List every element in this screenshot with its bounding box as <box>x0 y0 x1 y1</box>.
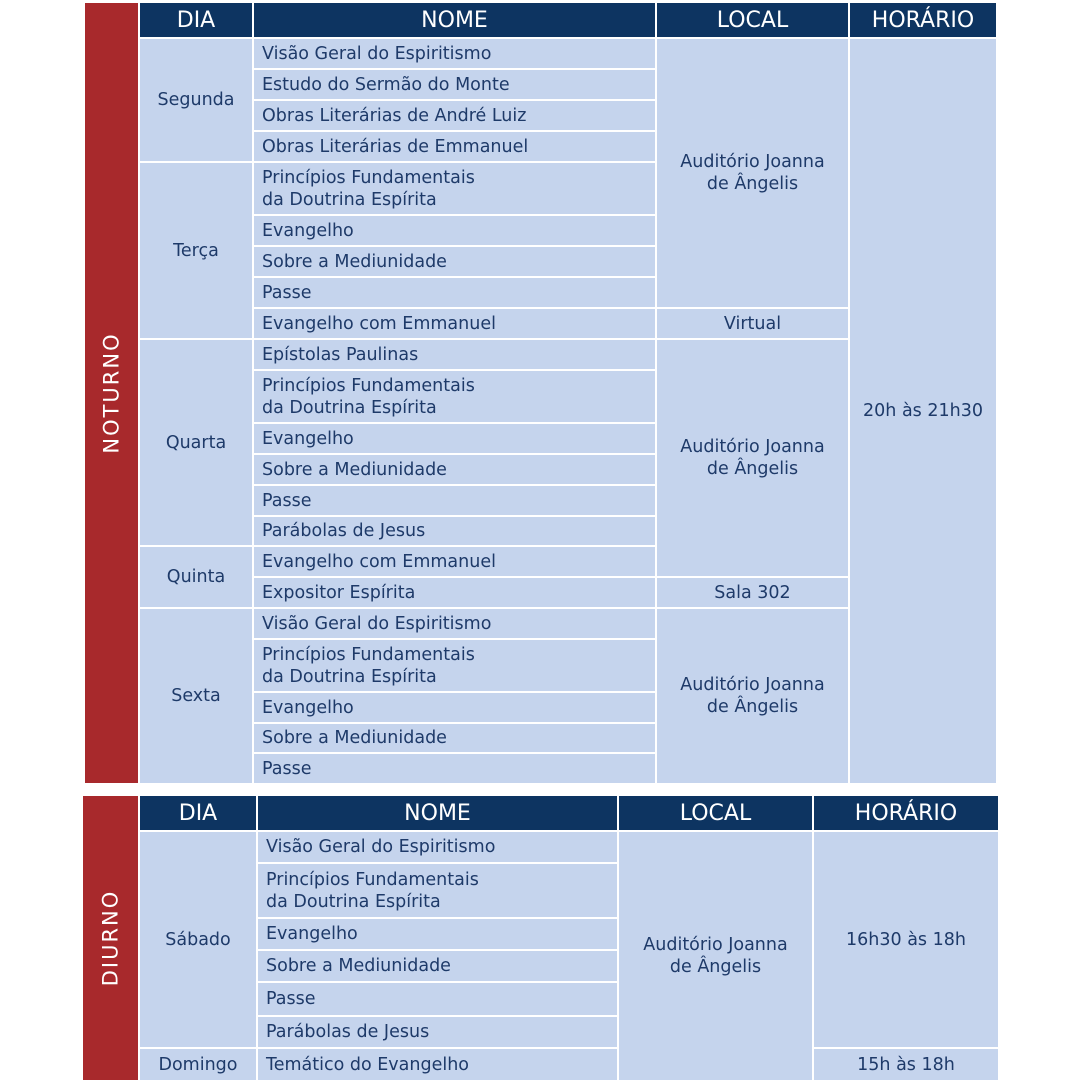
course-cell: Visão Geral do Espiritismo <box>258 832 617 862</box>
course-cell: Sobre a Mediunidade <box>254 247 655 276</box>
course-cell: Evangelho <box>254 693 655 722</box>
diurno-schedule-table <box>83 796 998 1080</box>
diurno-label: DIURNO <box>98 889 123 987</box>
local-cell: Auditório Joanna de Ângelis <box>657 340 848 576</box>
header-nome: NOME <box>258 796 617 830</box>
noturno-schedule-table <box>85 3 996 783</box>
horario-cell: 16h30 às 18h <box>814 832 998 1047</box>
course-cell: Passe <box>254 754 655 783</box>
header-local: LOCAL <box>657 3 848 37</box>
day-sexta: Sexta <box>140 609 252 783</box>
day-domingo: Domingo <box>140 1049 256 1080</box>
course-cell: Princípios Fundamentais da Doutrina Espírita <box>254 371 655 422</box>
course-cell: Princípios Fundamentais da Doutrina Espírita <box>254 163 655 214</box>
header-horario: HORÁRIO <box>814 796 998 830</box>
header-local: LOCAL <box>619 796 812 830</box>
course-cell: Visão Geral do Espiritismo <box>254 609 655 638</box>
course-cell: Passe <box>254 278 655 307</box>
horario-cell: 15h às 18h <box>814 1049 998 1080</box>
local-cell: Auditório Joanna de Ângelis <box>619 832 812 1080</box>
course-cell: Sobre a Mediunidade <box>254 724 655 752</box>
day-sabado: Sábado <box>140 832 256 1047</box>
header-horario: HORÁRIO <box>850 3 996 37</box>
noturno-label: NOTURNO <box>99 332 124 454</box>
course-cell: Princípios Fundamentais da Doutrina Espírita <box>254 640 655 691</box>
course-cell: Estudo do Sermão do Monte <box>254 70 655 99</box>
noturno-label-bar <box>85 3 138 783</box>
course-cell: Princípios Fundamentais da Doutrina Espírita <box>258 864 617 917</box>
course-cell: Obras Literárias de Emmanuel <box>254 132 655 161</box>
course-cell: Evangelho <box>258 919 617 949</box>
course-cell: Expositor Espírita <box>254 578 655 607</box>
horario-cell: 20h às 21h30 <box>850 39 996 783</box>
local-cell: Auditório Joanna de Ângelis <box>657 609 848 783</box>
course-cell: Sobre a Mediunidade <box>254 455 655 484</box>
course-cell: Evangelho com Emmanuel <box>254 547 655 576</box>
course-cell: Evangelho <box>254 424 655 453</box>
day-segunda: Segunda <box>140 39 252 161</box>
header-dia: DIA <box>140 3 252 37</box>
header-dia: DIA <box>140 796 256 830</box>
course-cell: Evangelho com Emmanuel <box>254 309 655 338</box>
course-cell: Parábolas de Jesus <box>254 517 655 545</box>
local-cell: Sala 302 <box>657 578 848 607</box>
header-nome: NOME <box>254 3 655 37</box>
course-cell: Temático do Evangelho <box>258 1049 617 1080</box>
course-cell: Parábolas de Jesus <box>258 1017 617 1047</box>
local-cell: Auditório Joanna de Ângelis <box>657 39 848 307</box>
local-cell: Virtual <box>657 309 848 338</box>
course-cell: Passe <box>254 486 655 515</box>
day-terca: Terça <box>140 163 252 338</box>
course-cell: Sobre a Mediunidade <box>258 951 617 981</box>
course-cell: Obras Literárias de André Luiz <box>254 101 655 130</box>
course-cell: Evangelho <box>254 216 655 245</box>
day-quarta: Quarta <box>140 340 252 545</box>
course-cell: Epístolas Paulinas <box>254 340 655 369</box>
course-cell: Passe <box>258 983 617 1015</box>
diurno-label-bar <box>83 796 138 1080</box>
day-quinta: Quinta <box>140 547 252 607</box>
course-cell: Visão Geral do Espiritismo <box>254 39 655 68</box>
